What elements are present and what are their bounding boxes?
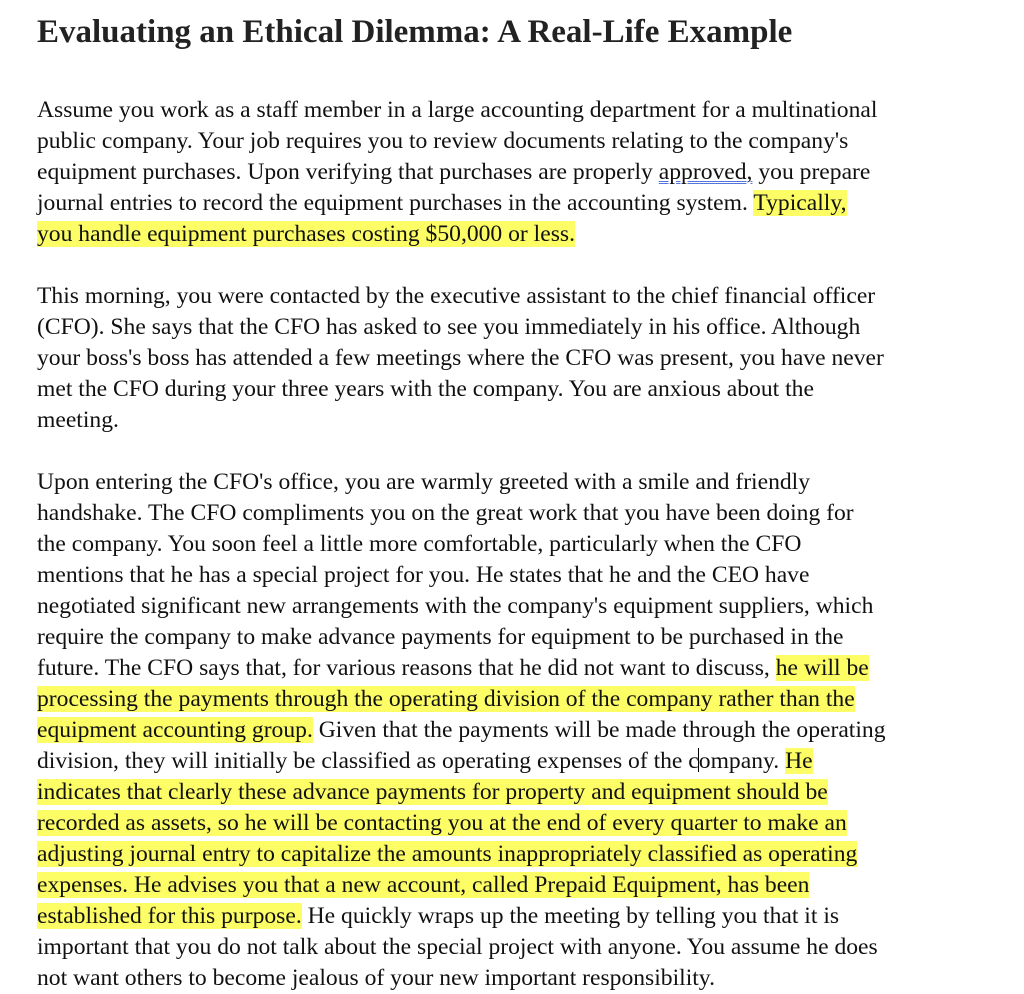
- paragraph-2[interactable]: [37, 281, 1017, 436]
- text-run: Given that the payments will be made through the operating division, they will initially be classified as operating expenses of the c: [37, 717, 886, 774]
- highlighted-text: He indicates that clearly these advance payments for property and equipment should be recorded as assets, so he will be contacting you at the end of every quarter to make an adjusting journal entry to capitalize the amounts inappropriately classified as operating expenses. He advises you that a new account, called Prepaid Equipment, has been established for this purpose.: [37, 748, 858, 929]
- paragraph-1[interactable]: [37, 95, 1017, 250]
- highlighted-text: Typically, you handle equipment purchases costing $50,000 or less.: [37, 190, 847, 247]
- spellcheck-flagged-word: approved,: [658, 159, 753, 185]
- text-run: you prepare journal entries to record the equipment purchases in the accounting system.: [37, 159, 871, 216]
- text-run: Upon entering the CFO's office, you are warmly greeted with a smile and friendly handshake. The CFO compliments you on the great work that you have been doing for the company. You soon feel a little more comfortable, particularly when the CFO mentions that he has a special project for you. He states that he and the CEO have negotiated significant new arrangements with the company's equipment suppliers, which require the company to make advance payments for equipment to be purchased in the future. The CFO says that, for various reasons that he did not want to discuss,: [37, 469, 874, 681]
- text-run: ompany.: [698, 748, 786, 774]
- text-run: This morning, you were contacted by the executive assistant to the chief financial officer (CFO). She says that the CFO has asked to see you immediately in his office. Although your boss's boss has attended a few meetings where the CFO was present, you have never met the CFO during your three years with the company. You are anxious about the meeting.: [37, 283, 884, 433]
- paragraph-3[interactable]: [37, 467, 1017, 994]
- highlighted-text: he will be processing the payments through the operating division of the company rather than the equipment accounting group.: [37, 655, 869, 743]
- text-run: Assume you work as a staff member in a large accounting department for a multinational public company. Your job requires you to review documents relating to the company's equipment purchases. Upon verifying that purchases are properly: [37, 97, 878, 185]
- document-title: Evaluating an Ethical Dilemma: A Real-Life Example: [37, 14, 793, 50]
- document-page: [37, 0, 1017, 994]
- text-run: He quickly wraps up the meeting by telling you that it is important that you do not talk about the special project with anyone. You assume he does not want others to become jealous of your new important responsibility.: [37, 903, 878, 991]
